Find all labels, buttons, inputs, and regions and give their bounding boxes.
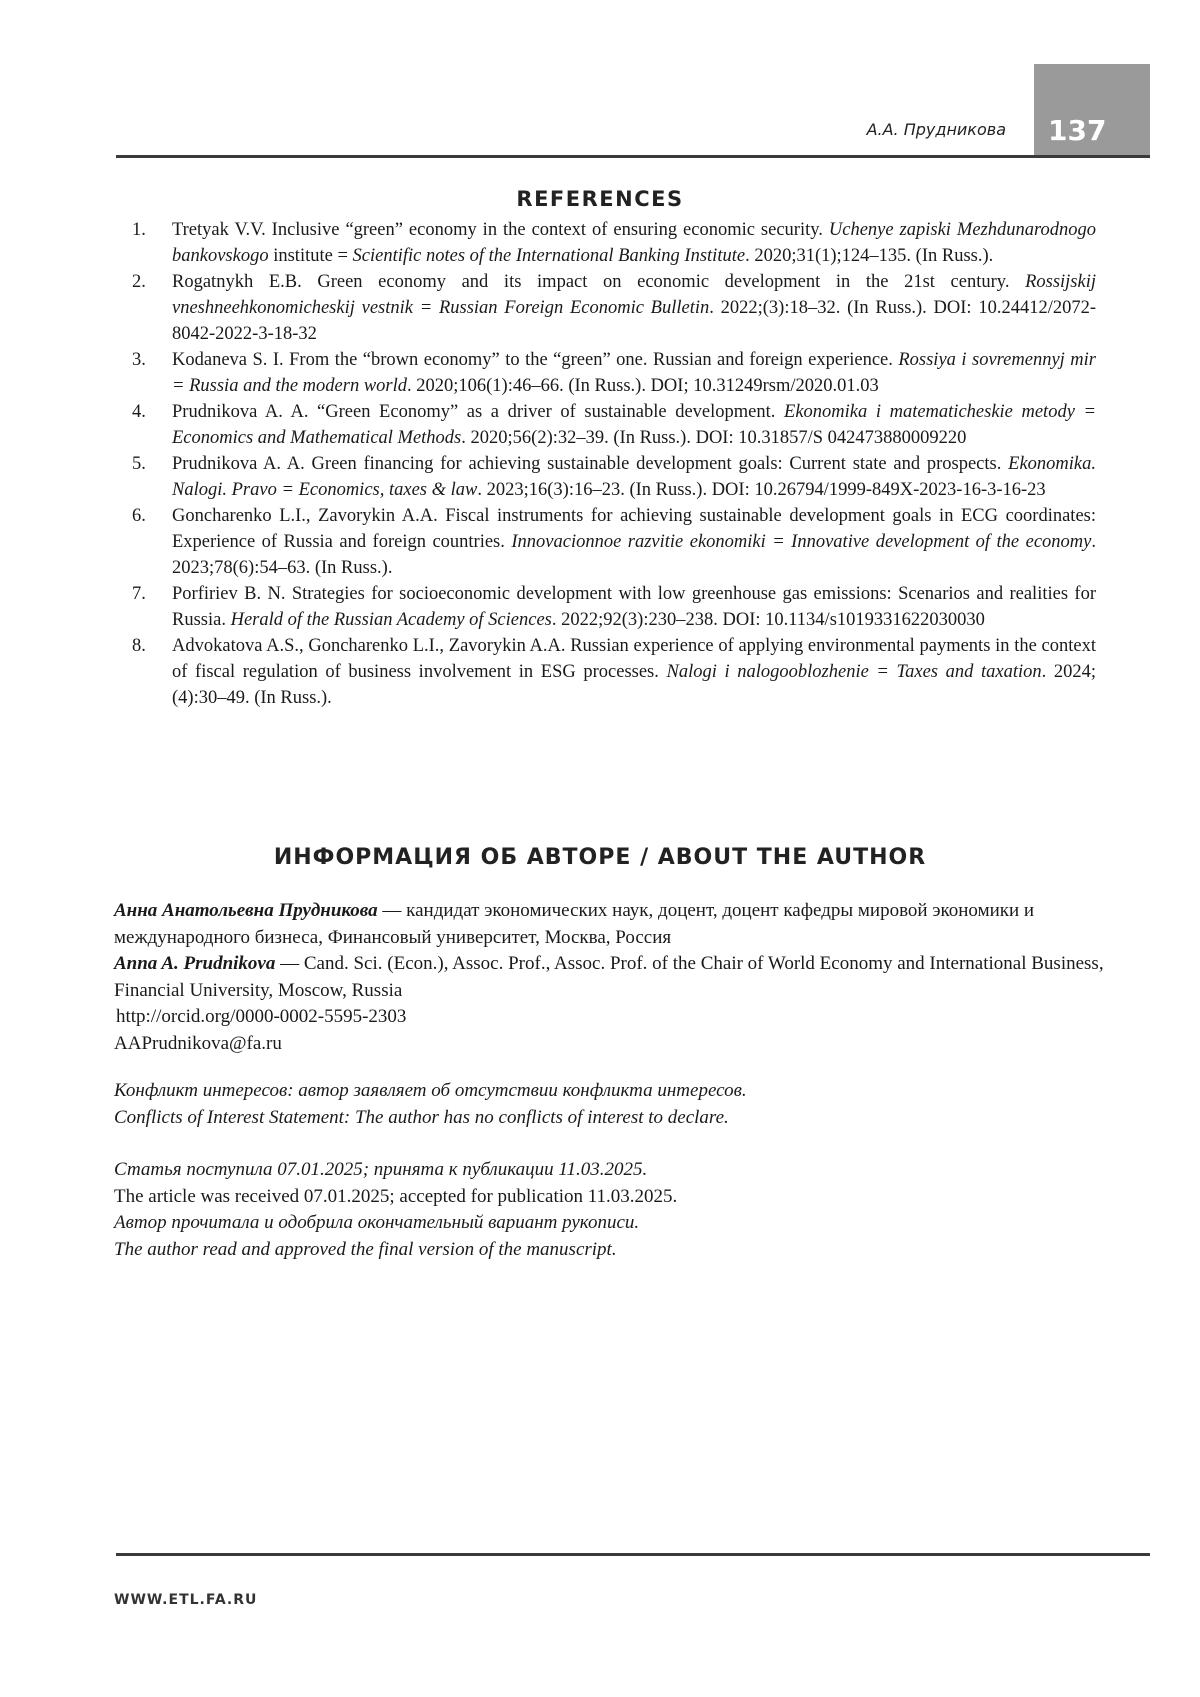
author-en-desc: — Cand. Sci. (Econ.), Assoc. Prof., Assoc. Prof. of the Chair of World Economy and International Business, Financial University, Moscow, Russia bbox=[114, 953, 1104, 1001]
author-email[interactable]: AAPrudnikova@fa.ru bbox=[114, 1032, 282, 1054]
author-en bbox=[114, 951, 1104, 1004]
page-number: 137 bbox=[1048, 114, 1107, 147]
received-ru: Статья поступила 07.01.2025; принята к публикации 11.03.2025. bbox=[114, 1159, 648, 1180]
reference-item bbox=[132, 399, 1096, 451]
reference-text: Prudnikova A. A. “Green Economy” as a driver of sustainable development. Ekonomika i matematicheskie metody = Economics and Mathematical Methods. 2020;56(2):32–39. (In Russ.). DOI: 10.31857/S 042473880009220 bbox=[172, 402, 1096, 448]
reference-text: Goncharenko L.I., Zavorykin A.A. Fiscal instruments for achieving sustainable development goals in ECG coordinates: Experience of Russia and foreign countries. Innovacionnoe razvitie ekonomiki = Innovative development of the economy. 2023;78(6):54–63. (In Russ.). bbox=[172, 506, 1096, 578]
author-info bbox=[114, 898, 1104, 1057]
reference-item bbox=[132, 451, 1096, 503]
reference-text: Prudnikova A. A. Green financing for achieving sustainable development goals: Current state and prospects. Ekonomika. Nalogi. Pravo = Economics, taxes & law. 2023;16(3):16–23. (In Russ.). DOI: 10.26794/1999-849X-2023-16-3-16-23 bbox=[172, 454, 1096, 500]
footer-url[interactable]: WWW.ETL.FA.RU bbox=[114, 1592, 258, 1608]
approved-en: The author read and approved the final version of the manuscript. bbox=[114, 1238, 617, 1260]
running-head: А.А. Прудникова bbox=[866, 120, 1006, 139]
conflicts-ru: Конфликт интересов: автор заявляет об отсутствии конфликта интересов. bbox=[114, 1080, 747, 1101]
reference-text: Advokatova A.S., Goncharenko L.I., Zavorykin A.A. Russian experience of applying environmental payments in the context of fiscal regulation of business involvement in ESG processes. Nalogi i nalogooblozhenie = Taxes and taxation. 2024;(4):30–49. (In Russ.). bbox=[172, 636, 1096, 708]
reference-item bbox=[132, 503, 1096, 581]
reference-item bbox=[132, 347, 1096, 399]
reference-text: Porfiriev B. N. Strategies for socioeconomic development with low greenhouse gas emissions: Scenarios and realities for Russia. Herald of the Russian Academy of Sciences. 2022;92(3):230–238. DOI: 10.1134/s1019331622030030 bbox=[172, 584, 1096, 630]
author-ru-desc: — кандидат экономических наук, доцент, доцент кафедры мировой экономики и международного бизнеса, Финансовый университет, Москва, Россия bbox=[114, 900, 1035, 948]
article-dates bbox=[114, 1157, 1104, 1263]
footer-rule bbox=[116, 1553, 1150, 1556]
reference-number: 6. bbox=[132, 506, 146, 526]
reference-number: 3. bbox=[132, 350, 146, 370]
reference-number: 5. bbox=[132, 454, 146, 474]
conflicts-en: Conflicts of Interest Statement: The author has no conflicts of interest to declare. bbox=[114, 1106, 729, 1128]
reference-number: 4. bbox=[132, 402, 146, 422]
reference-text: Kodaneva S. I. From the “brown economy” to the “green” one. Russian and foreign experience. Rossiya i sovremennyj mir = Russia and the modern world. 2020;106(1):46–66. (In Russ.). DOI; 10.31249rsm/2020.01.03 bbox=[172, 350, 1096, 396]
author-section-title: ИНФОРМАЦИЯ ОБ АВТОРЕ / ABOUT THE AUTHOR bbox=[273, 845, 927, 870]
reference-number: 1. bbox=[132, 220, 146, 240]
reference-text: Rogatnykh E.B. Green economy and its impact on economic development in the 21st century. Rossijskij vneshneehkonomicheskij vestnik = Russian Foreign Economic Bulletin. 2022;(3):18–32. (In Russ.). DOI: 10.24412/2072-8042-2022-3-18-32 bbox=[172, 272, 1096, 344]
reference-item bbox=[132, 269, 1096, 347]
reference-text: Tretyak V.V. Inclusive “green” economy in the context of ensuring economic security. Uchenye zapiski Mezhdunarodnogo bankovskogo institute = Scientific notes of the International Banking Institute. 2020;31(1);124–135. (In Russ.). bbox=[172, 220, 1096, 266]
received-en: The article was received 07.01.2025; accepted for publication 11.03.2025. bbox=[114, 1185, 678, 1207]
author-ru-name: Анна Анатольевна Прудникова bbox=[114, 900, 378, 921]
reference-item bbox=[132, 633, 1096, 711]
references-list bbox=[132, 217, 1096, 711]
approved-ru: Автор прочитала и одобрила окончательный вариант рукописи. bbox=[114, 1212, 640, 1233]
author-ru bbox=[114, 898, 1104, 951]
references-title: REFERENCES bbox=[516, 187, 684, 211]
reference-number: 7. bbox=[132, 584, 146, 604]
reference-item bbox=[132, 581, 1096, 633]
reference-number: 8. bbox=[132, 636, 146, 656]
author-orcid[interactable]: http://orcid.org/0000-0002-5595-2303 bbox=[116, 1006, 407, 1027]
reference-number: 2. bbox=[132, 272, 146, 292]
conflicts-statement bbox=[114, 1078, 1104, 1131]
reference-item bbox=[132, 217, 1096, 269]
author-en-name: Anna A. Prudnikova bbox=[114, 953, 276, 974]
header-rule bbox=[116, 155, 1150, 158]
